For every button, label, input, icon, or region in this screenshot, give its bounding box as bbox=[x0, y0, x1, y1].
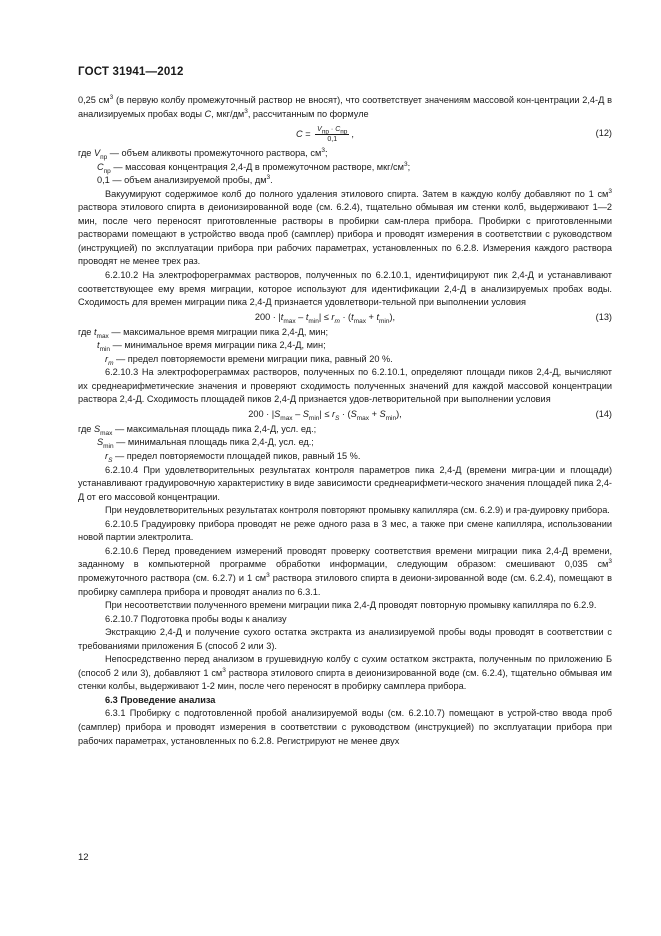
paragraph: 0,25 $см^3$ (в первую колбу промежуточный раствор не вносят), что соответствует значениям массовой кон-центрации 2,4-Д в анализируемых пробах воды C, мкг/$дм^3$, рассчитанным по формуле bbox=[78, 93, 612, 119]
paragraph: Непосредственно перед анализом в грушевидную колбу с сухим остатком экстракта, полученным по приложению Б (способ 2 или 3), добавляют 1 $см^3$ раствора этилового спирта в деионизированной воде (см. 6.2.4), тщательно обмывая им стенки колбы, выдерживают 1-2 мин, после чего переносят в пробирку самплера прибора. bbox=[78, 654, 612, 692]
paragraph: 6.2.10.3 На электрофореграммах растворов, полученных по 6.2.10.1, определяют площади пиков 2,4-Д, вычисляют их среднеарифметические значения и проверяют сходимость полученных значений для каждой массовой концентрации раствора 2,4-Д. Сходимость площадей пиков 2,4-Д признается удов-летворительной при выполнении условия bbox=[78, 367, 612, 405]
paragraph: 6.2.10.6 Перед проведением измерений проводят проверку соответствия времени миграции пика 2,4-Д времени, заданному в компьютерной программе обработки информации, следующим образом: смешивают 0,035 $см^3$ промежуточного раствора (см. 6.2.7) и 1 $см^3$ раствора этилового спирта в деиони-зированной воде (см. 6.2.4), помещают в пробирку самплера прибора и проводят анализ по 6.3.1. bbox=[78, 545, 612, 597]
formula-13-definitions: где $t_{max}$ — максимальное время миграции пика 2,4-Д, мин; $t_{min}$ — минимальное время миграции пика 2,4-Д, мин; $r_m$ — предел повторяемости времени миграции пика, равный 20 %. bbox=[78, 326, 393, 367]
formula-number: (13) bbox=[595, 311, 612, 322]
paragraph: При неудовлетворительных результатах контроля повторяют промывку капилляра (см. 6.2.9) и гра-дуировку прибора. bbox=[105, 505, 610, 516]
formula-12: C = $\frac{V_{пр} \cdot C_{пр}}{0,1}$ , (12) bbox=[296, 125, 612, 143]
formula-14: $200 \cdot |S_{max} - S_{min}| \le r_S \cdot (S_{max} + S_{min})$, (14) bbox=[248, 409, 612, 422]
paragraph: При несоответствии полученного времени миграции пика 2,4-Д проводят повторную промывку капилляра по 6.2.9. bbox=[105, 600, 597, 611]
formula-13: $200 \cdot |t_{max} - t_{min}| \le r_m \cdot (t_{max} + t_{min})$, (13) bbox=[254, 311, 612, 325]
document-header: ГОСТ 31941—2012 bbox=[78, 66, 184, 78]
paragraph: Вакуумируют содержимое колб до полного удаления этилового спирта. Затем в каждую колбу добавляют по 1 $см^3$ раствора этилового спирта в деионизированной воде (см. 6.2.4), тщательно обмывая им стенки колб, выдерживают 1—2 мин, после чего переносят приготовленные растворы в пробирки сам-плера прибора. Пробирки с приготовленными растворами помещают в устройство ввода проб (самплер) прибора и проводят измерения в соответствии с руководством (инструкцией) по эксплуатации прибора при рабочих параметрах, установленных по 6.2.8. Измерения каждого раствора проводят не менее трех раз. bbox=[78, 187, 612, 267]
section-heading: 6.3 Проведение анализа bbox=[105, 694, 216, 705]
paragraph: 6.3.1 Пробирку с подготовленной пробой анализируемой воды (см. 6.2.10.7) помещают в устрой-ство ввода проб (самплер) прибора и проводят измерения в соответствии с руководством (инструкцией) по эксплуатации прибора при рабочих параметрах, установленных по 6.2.8. Регистрируют не менее двух bbox=[78, 708, 612, 746]
paragraph: 6.2.10.2 На электрофореграммах растворов, полученных по 6.2.10.1, идентифицируют пик 2,4-Д и устанавливают соответствующее ему время миграции, которое используют для идентификации 2,4-Д в анализируемых пробах воды. Сходимость для времен миграции пика 2,4-Д признается удовлетвори-тельной при выполнении условия bbox=[78, 270, 612, 308]
subsection-heading: 6.2.10.7 Подготовка пробы воды к анализу bbox=[105, 613, 287, 624]
formula-number: (12) bbox=[595, 128, 612, 139]
document-body bbox=[78, 94, 612, 748]
formula-14-definitions: где $S_{max}$ — максимальная площадь пика 2,4-Д, усл. ед.; $S_{min}$ — минимальная площадь пика 2,4-Д, усл. ед.; $r_S$ — предел повторяемости площадей пиков, равный 15 %. bbox=[78, 423, 361, 464]
formula-number: (14) bbox=[595, 409, 612, 420]
formula-12-definitions: где $V_{пр}$ — объем аликвоты промежуточного раствора, $см^3$; $C_{пр}$ — массовая концентрация 2,4-Д в промежуточном растворе, мкг/$см^3$; 0,1 — объем анализируемой пробы, $дм^3$. bbox=[78, 147, 411, 186]
paragraph: 6.2.10.5 Градуировку прибора проводят не реже одного раза в 3 мес, а также при смене капилляра, использовании новой партии электролита. bbox=[78, 518, 612, 543]
paragraph: Экстракцию 2,4-Д и получение сухого остатка экстракта из анализируемой пробы воды проводят в соответствии с требованиями приложения Б (способ 2 или 3). bbox=[78, 627, 612, 651]
page-number: 12 bbox=[78, 852, 89, 863]
paragraph: 6.2.10.4 При удовлетворительных результатах контроля параметров пика 2,4-Д (времени мигра-ции и площади) устанавливают градуировочную характеристику в виде зависимости среднеарифмети-ческого значения площадей пика 2,4-Д от его массовой концентрации. bbox=[78, 464, 612, 502]
